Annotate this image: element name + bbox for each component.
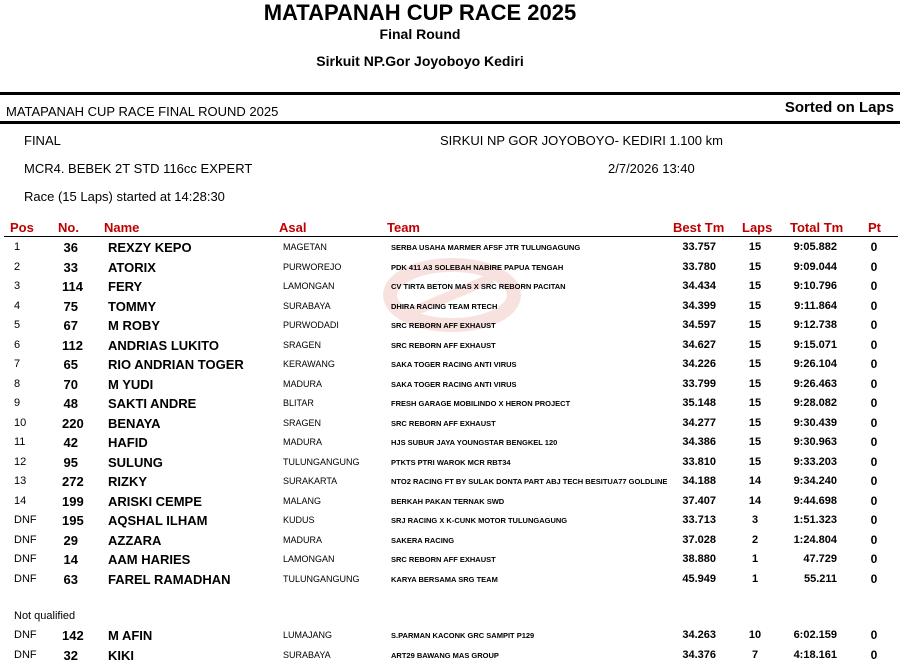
- laps-cell: 1: [751, 553, 759, 565]
- origin-cell: MADURA: [283, 378, 323, 389]
- rider-name-cell: AZZARA: [108, 532, 162, 548]
- origin-cell: TULUNGANGUNG: [283, 573, 360, 584]
- laps-cell: 2: [751, 533, 759, 546]
- title-rule: [0, 121, 900, 124]
- total-time-cell: 9:34.240: [793, 475, 837, 487]
- total-time-cell: 47.729: [803, 553, 837, 565]
- table-row: [0, 238, 900, 258]
- laps-cell: 15: [748, 241, 762, 253]
- origin-cell: SURABAYA: [283, 649, 331, 660]
- team-cell: SRC REBORN AFF EXHAUST: [391, 321, 496, 330]
- rider-name-cell: ATORIX: [108, 259, 156, 275]
- points-cell: 0: [870, 240, 878, 254]
- team-cell: SRC REBORN AFF EXHAUST: [391, 340, 496, 350]
- table-row: [0, 394, 900, 414]
- table-row: [0, 336, 900, 356]
- rider-name-cell: AQSHAL ILHAM: [108, 513, 208, 528]
- laps-cell: 15: [748, 397, 762, 409]
- team-cell: PDK 411 A3 SOLEBAH NABIRE PAPUA TENGAH: [391, 262, 564, 272]
- total-time-cell: 9:11.864: [794, 299, 837, 312]
- best-time-cell: 33.780: [682, 260, 716, 273]
- pos-cell: 2: [14, 260, 21, 273]
- rider-name-cell: M YUDI: [108, 376, 154, 392]
- pos-cell: 8: [14, 377, 21, 390]
- team-cell: SERBA USAHA MARMER AFSF JTR TULUNGAGUNG: [391, 243, 581, 252]
- points-cell: 0: [870, 513, 878, 527]
- origin-cell: LUMAJANG: [283, 630, 333, 640]
- total-time-cell: 9:30.963: [793, 436, 837, 448]
- table-row: [0, 316, 900, 336]
- best-time-cell: 34.597: [682, 319, 716, 331]
- laps-cell: 15: [748, 260, 762, 273]
- total-time-cell: 9:15.071: [793, 338, 837, 351]
- team-cell: KARYA BERSAMA SRG TEAM: [391, 574, 498, 584]
- col-header-name: Name: [104, 220, 140, 235]
- table-row: [0, 570, 900, 590]
- rider-name-cell: TOMMY: [108, 298, 157, 314]
- pos-cell: DNF: [14, 533, 37, 546]
- points-cell: 0: [870, 435, 878, 449]
- pos-cell: 11: [14, 436, 26, 448]
- laps-cell: 15: [748, 358, 762, 370]
- origin-cell: MALANG: [283, 495, 322, 506]
- total-time-cell: 9:10.796: [793, 280, 837, 292]
- team-cell: CV TIRTA BETON MAS X SRC REBORN PACITAN: [391, 282, 566, 291]
- table-row: [0, 433, 900, 453]
- laps-cell: 15: [748, 377, 762, 390]
- number-cell: 63: [63, 571, 78, 587]
- origin-cell: MADURA: [283, 534, 323, 545]
- circuit-label: SIRKUI NP GOR JOYOBOYO- KEDIRI 1.100 km: [440, 133, 723, 148]
- laps-cell: 15: [748, 338, 762, 351]
- pos-cell: DNF: [14, 572, 37, 585]
- total-time-cell: 1:51.323: [793, 514, 837, 526]
- laps-cell: 14: [748, 475, 762, 487]
- total-time-cell: 9:26.463: [793, 377, 837, 390]
- number-cell: 29: [63, 532, 78, 548]
- best-time-cell: 45.949: [682, 572, 716, 585]
- points-cell: 0: [870, 474, 878, 488]
- total-time-cell: 9:44.698: [793, 494, 837, 507]
- team-cell: SAKERA RACING: [391, 535, 455, 545]
- number-cell: 75: [63, 298, 78, 314]
- number-cell: 220: [62, 415, 84, 431]
- points-cell: 0: [870, 298, 878, 313]
- best-time-cell: 38.880: [682, 553, 716, 565]
- points-cell: 0: [870, 415, 878, 430]
- pos-cell: 4: [14, 299, 21, 312]
- sorted-label: Sorted on Laps: [784, 99, 894, 116]
- venue-subtitle: Sirkuit NP.Gor Joyoboyo Kediri: [316, 53, 524, 69]
- total-time-cell: 1:24.804: [793, 533, 837, 546]
- total-time-cell: 6:02.159: [793, 629, 837, 641]
- rider-name-cell: HAFID: [108, 435, 148, 450]
- best-time-cell: 34.376: [682, 648, 716, 661]
- rider-name-cell: ANDRIAS LUKITO: [108, 337, 219, 353]
- team-cell: SAKA TOGER RACING ANTI VIRUS: [391, 360, 517, 369]
- origin-cell: TULUNGANGUNG: [283, 456, 360, 467]
- best-time-cell: 34.399: [682, 299, 716, 312]
- rider-name-cell: FERY: [108, 279, 143, 294]
- table-row: [0, 258, 900, 278]
- number-cell: 32: [63, 647, 78, 663]
- best-time-cell: 34.277: [682, 416, 716, 429]
- rider-name-cell: ARISKI CEMPE: [108, 493, 202, 509]
- origin-cell: SURAKARTA: [283, 476, 338, 486]
- col-header-laps: Laps: [742, 220, 773, 235]
- round-subtitle: Final Round: [379, 26, 461, 42]
- top-rule: [0, 92, 900, 95]
- best-time-cell: 34.386: [682, 436, 716, 448]
- origin-cell: MAGETAN: [283, 242, 327, 252]
- team-cell: DHIRA RACING TEAM RTECH: [391, 301, 498, 311]
- points-cell: 0: [870, 454, 878, 469]
- number-cell: 195: [62, 513, 84, 528]
- laps-cell: 15: [748, 416, 762, 429]
- points-cell: 0: [870, 318, 878, 332]
- best-time-cell: 33.810: [682, 455, 716, 468]
- team-cell: PTKTS PTRI WAROK MCR RBT34: [391, 457, 511, 467]
- best-time-cell: 34.627: [682, 338, 716, 351]
- total-time-cell: 55.211: [803, 572, 837, 585]
- total-time-cell: 9:05.882: [793, 241, 837, 253]
- col-header-best: Best Tm: [673, 220, 725, 235]
- table-row: [0, 414, 900, 434]
- team-cell: S.PARMAN KACONK GRC SAMPIT P129: [391, 631, 535, 640]
- origin-cell: KERAWANG: [283, 359, 335, 369]
- laps-cell: 15: [748, 455, 762, 468]
- total-time-cell: 9:28.082: [793, 397, 837, 409]
- origin-cell: SRAGEN: [283, 339, 322, 350]
- best-time-cell: 34.263: [682, 629, 716, 641]
- number-cell: 14: [63, 552, 78, 567]
- number-cell: 33: [63, 259, 78, 275]
- origin-cell: MADURA: [283, 437, 323, 447]
- team-cell: NTO2 RACING FT BY SULAK DONTA PART ABJ TECH BESITUA77 GOLDLINE: [391, 477, 668, 486]
- team-cell: ART29 BAWANG MAS GROUP: [391, 650, 499, 660]
- laps-cell: 1: [751, 572, 759, 585]
- best-time-cell: 35.148: [682, 397, 716, 409]
- number-cell: 112: [62, 337, 83, 353]
- points-cell: 0: [870, 259, 878, 274]
- table-row: [0, 375, 900, 395]
- number-cell: 95: [63, 454, 78, 470]
- table-row: [0, 297, 900, 317]
- number-cell: 70: [63, 376, 78, 392]
- laps-cell: 15: [748, 280, 762, 292]
- rider-name-cell: FAREL RAMADHAN: [108, 571, 231, 587]
- rider-name-cell: M ROBY: [108, 318, 160, 333]
- header-rule: [4, 236, 898, 237]
- origin-cell: PURWODADI: [283, 320, 339, 330]
- total-time-cell: 9:26.104: [793, 358, 837, 370]
- points-cell: 0: [870, 647, 878, 662]
- number-cell: 42: [63, 435, 78, 450]
- laps-cell: 3: [751, 514, 759, 526]
- origin-cell: LAMONGAN: [283, 554, 335, 564]
- team-cell: HJS SUBUR JAYA YOUNGSTAR BENGKEL 120: [391, 438, 558, 447]
- team-cell: SRJ RACING X K-CUNK MOTOR TULUNGAGUNG: [391, 516, 568, 525]
- pos-cell: 5: [14, 319, 21, 331]
- points-cell: 0: [870, 532, 878, 547]
- team-cell: BERKAH PAKAN TERNAK SWD: [391, 496, 505, 506]
- table-row: [0, 453, 900, 473]
- laps-cell: 7: [751, 648, 759, 661]
- points-cell: 0: [870, 396, 878, 410]
- number-cell: 48: [63, 396, 78, 411]
- team-cell: SAKA TOGER RACING ANTI VIRUS: [391, 379, 517, 389]
- table-row: [0, 472, 900, 492]
- race-info: Race (15 Laps) started at 14:28:30: [24, 189, 225, 204]
- report-title: MATAPANAH CUP RACE FINAL ROUND 2025: [6, 104, 279, 119]
- pos-cell: 3: [14, 280, 21, 292]
- points-cell: 0: [870, 376, 878, 391]
- table-row: [0, 355, 900, 375]
- origin-cell: PURWOREJO: [283, 261, 342, 272]
- laps-cell: 14: [748, 494, 762, 507]
- col-header-pt: Pt: [868, 220, 881, 235]
- points-cell: 0: [870, 571, 878, 586]
- rider-name-cell: AAM HARIES: [108, 552, 191, 567]
- number-cell: 199: [62, 493, 84, 509]
- number-cell: 67: [63, 318, 78, 333]
- laps-cell: 10: [748, 629, 762, 641]
- rider-name-cell: REXZY KEPO: [108, 240, 192, 255]
- table-row: [0, 277, 900, 297]
- rider-name-cell: RIO ANDRIAN TOGER: [108, 357, 244, 372]
- points-cell: 0: [870, 628, 878, 642]
- team-cell: SRC REBORN AFF EXHAUST: [391, 418, 496, 428]
- rider-name-cell: SULUNG: [108, 454, 163, 470]
- pos-cell: DNF: [14, 629, 37, 641]
- number-cell: 65: [63, 357, 78, 372]
- pos-cell: DNF: [14, 514, 37, 526]
- origin-cell: BLITAR: [283, 398, 314, 408]
- table-row: [0, 646, 900, 666]
- points-cell: 0: [870, 279, 878, 293]
- pos-cell: DNF: [14, 553, 37, 565]
- pos-cell: 1: [14, 241, 21, 253]
- rider-name-cell: SAKTI ANDRE: [108, 396, 197, 411]
- total-time-cell: 9:30.439: [793, 416, 837, 429]
- origin-cell: KUDUS: [283, 515, 315, 525]
- best-time-cell: 34.188: [682, 475, 716, 487]
- table-row: [0, 492, 900, 512]
- table-row: [0, 550, 900, 570]
- number-cell: 36: [63, 240, 78, 255]
- pos-cell: 6: [14, 338, 21, 351]
- team-cell: SRC REBORN AFF EXHAUST: [391, 555, 496, 564]
- points-cell: 0: [870, 493, 878, 508]
- total-time-cell: 9:33.203: [793, 455, 837, 468]
- laps-cell: 15: [748, 436, 762, 448]
- pos-cell: DNF: [14, 648, 37, 661]
- pos-cell: 10: [14, 416, 27, 429]
- col-header-asal: Asal: [279, 220, 307, 235]
- table-row: [0, 511, 900, 531]
- origin-cell: LAMONGAN: [283, 281, 335, 291]
- session-label: FINAL: [24, 133, 61, 148]
- team-cell: FRESH GARAGE MOBILINDO X HERON PROJECT: [391, 399, 571, 408]
- points-cell: 0: [870, 552, 878, 566]
- event-title: MATAPANAH CUP RACE 2025: [263, 0, 577, 25]
- number-cell: 272: [62, 474, 84, 489]
- number-cell: 114: [62, 279, 83, 294]
- table-row: [0, 626, 900, 646]
- points-cell: 0: [870, 337, 878, 352]
- pos-cell: 14: [14, 494, 27, 507]
- best-time-cell: 34.226: [682, 358, 716, 370]
- total-time-cell: 9:09.044: [793, 260, 837, 273]
- best-time-cell: 37.407: [682, 494, 716, 507]
- rider-name-cell: BENAYA: [108, 415, 161, 431]
- points-cell: 0: [870, 357, 878, 371]
- col-header-team: Team: [387, 220, 420, 235]
- rider-name-cell: KIKI: [108, 647, 134, 663]
- pos-cell: 13: [14, 475, 27, 487]
- total-time-cell: 4:18.161: [793, 648, 837, 661]
- pos-cell: 7: [14, 358, 21, 370]
- class-label: MCR4. BEBEK 2T STD 116cc EXPERT: [24, 161, 253, 176]
- laps-cell: 15: [748, 299, 762, 312]
- number-cell: 142: [62, 628, 84, 643]
- rider-name-cell: RIZKY: [108, 474, 147, 489]
- laps-cell: 15: [748, 319, 762, 331]
- pos-cell: 12: [14, 455, 27, 468]
- race-datetime: 2/7/2026 13:40: [608, 161, 695, 176]
- table-row: [0, 531, 900, 551]
- best-time-cell: 37.028: [682, 533, 716, 546]
- best-time-cell: 34.434: [682, 280, 716, 292]
- best-time-cell: 33.799: [682, 377, 716, 390]
- origin-cell: SRAGEN: [283, 417, 322, 428]
- total-time-cell: 9:12.738: [793, 319, 837, 331]
- best-time-cell: 33.713: [682, 514, 716, 526]
- col-header-total: Total Tm: [790, 220, 844, 235]
- best-time-cell: 33.757: [682, 241, 716, 253]
- col-header-pos: Pos: [10, 220, 34, 235]
- rider-name-cell: M AFIN: [108, 628, 153, 643]
- col-header-no: No.: [58, 220, 79, 235]
- not-qualified-label: Not qualified: [14, 610, 76, 622]
- origin-cell: SURABAYA: [283, 300, 331, 311]
- pos-cell: 9: [14, 397, 21, 409]
